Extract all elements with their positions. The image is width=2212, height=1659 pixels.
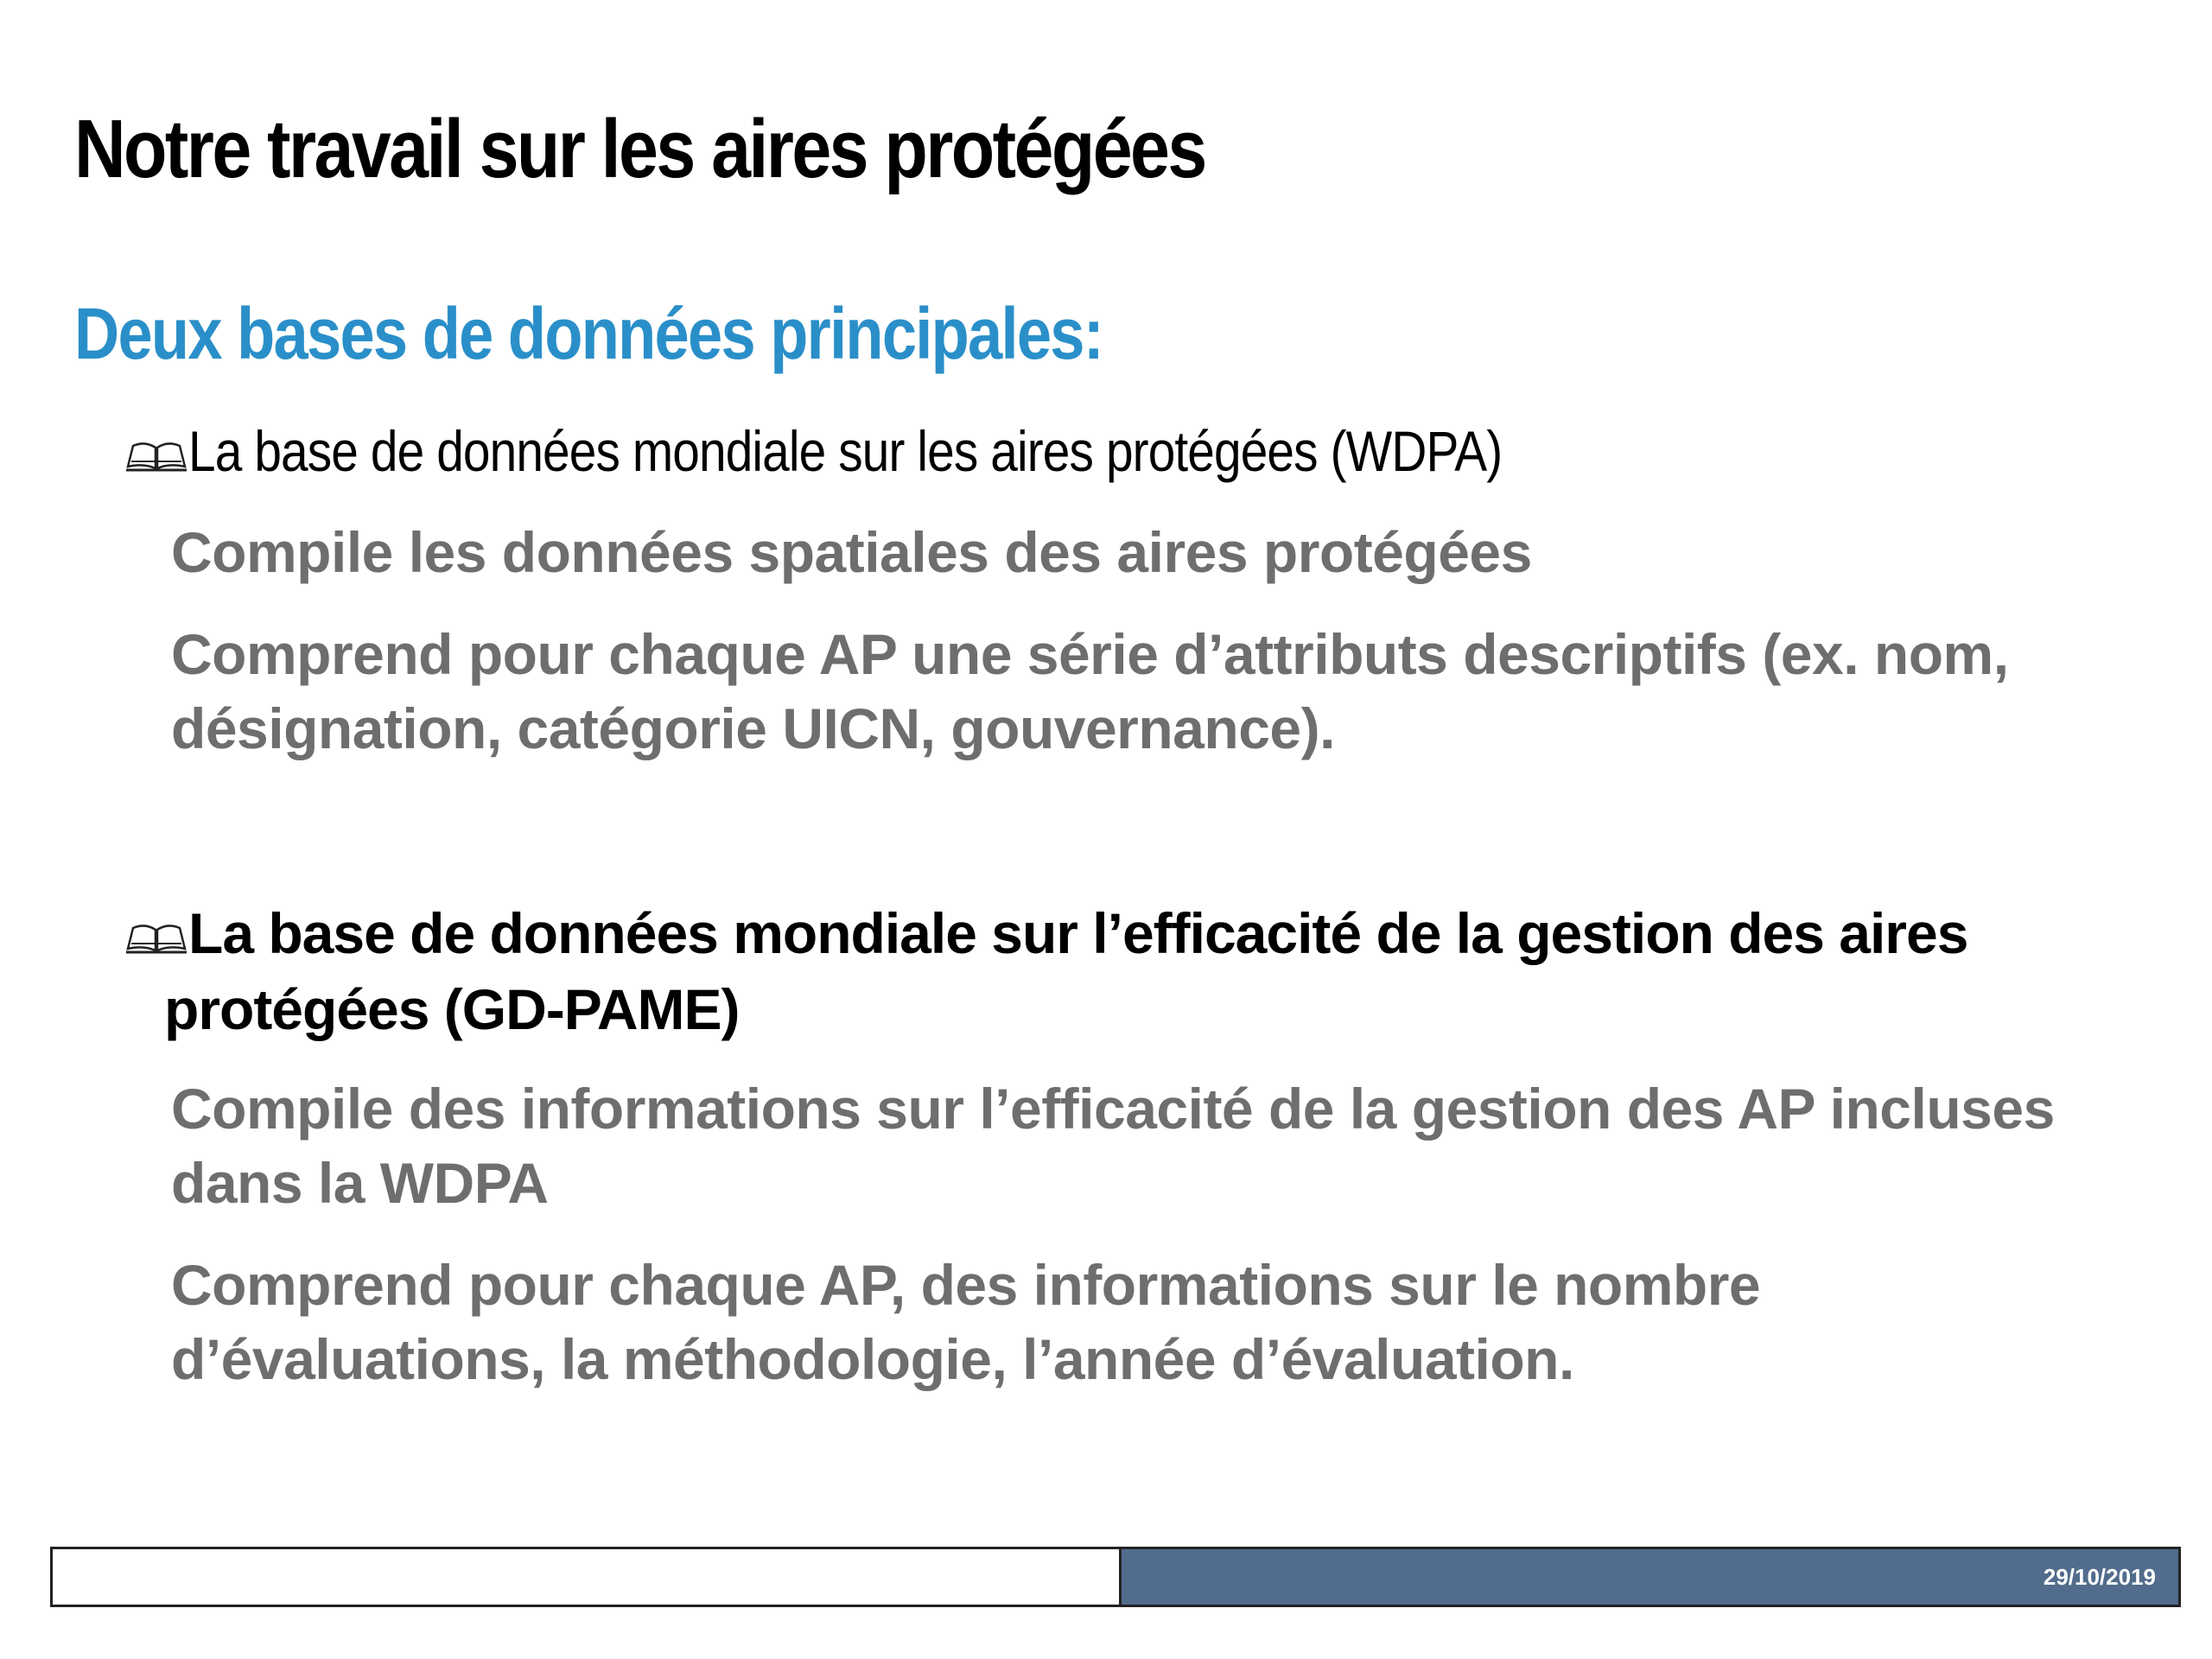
gdpame-detail-2: Comprend pour chaque AP, des informations sur le nombre d’évaluations, la méthodologie, l’année d’évaluation. — [171, 1253, 1761, 1391]
wdpa-detail-2: Comprend pour chaque AP une série d’attributs descriptifs (ex. nom, désignation, catégorie UICN, gouvernance). — [171, 622, 2009, 760]
bullet-gdpame-line2: protégées (GD-PAME) — [164, 977, 740, 1041]
section-heading: Deux bases de données principales: — [74, 293, 1103, 374]
gdpame-detail-1: Compile des informations sur l’efficacité de la gestion des AP incluses dans la WDPA — [171, 1077, 2055, 1215]
bullet-gdpame-line1: La base de données mondiale sur l’efficacité de la gestion des aires — [188, 901, 1968, 965]
footer-date: 29/10/2019 — [2043, 1563, 2156, 1590]
open-book-icon — [124, 918, 188, 956]
wdpa-detail-1: Compile les données spatiales des aires protégées — [171, 520, 1532, 584]
slide-title: Notre travail sur les aires protégées — [74, 103, 1205, 195]
bullet-gdpame — [124, 895, 2141, 1047]
open-book-icon — [124, 435, 188, 474]
footer-right-panel — [1119, 1549, 2178, 1605]
bullet-wdpa-text: La base de données mondiale sur les aires protégées (WDPA) — [188, 419, 1503, 483]
bullet-gdpame-text — [164, 895, 2141, 1047]
footer-left-panel — [53, 1549, 1119, 1605]
footer-bar — [50, 1547, 2181, 1607]
bullet-wdpa — [124, 413, 1716, 489]
